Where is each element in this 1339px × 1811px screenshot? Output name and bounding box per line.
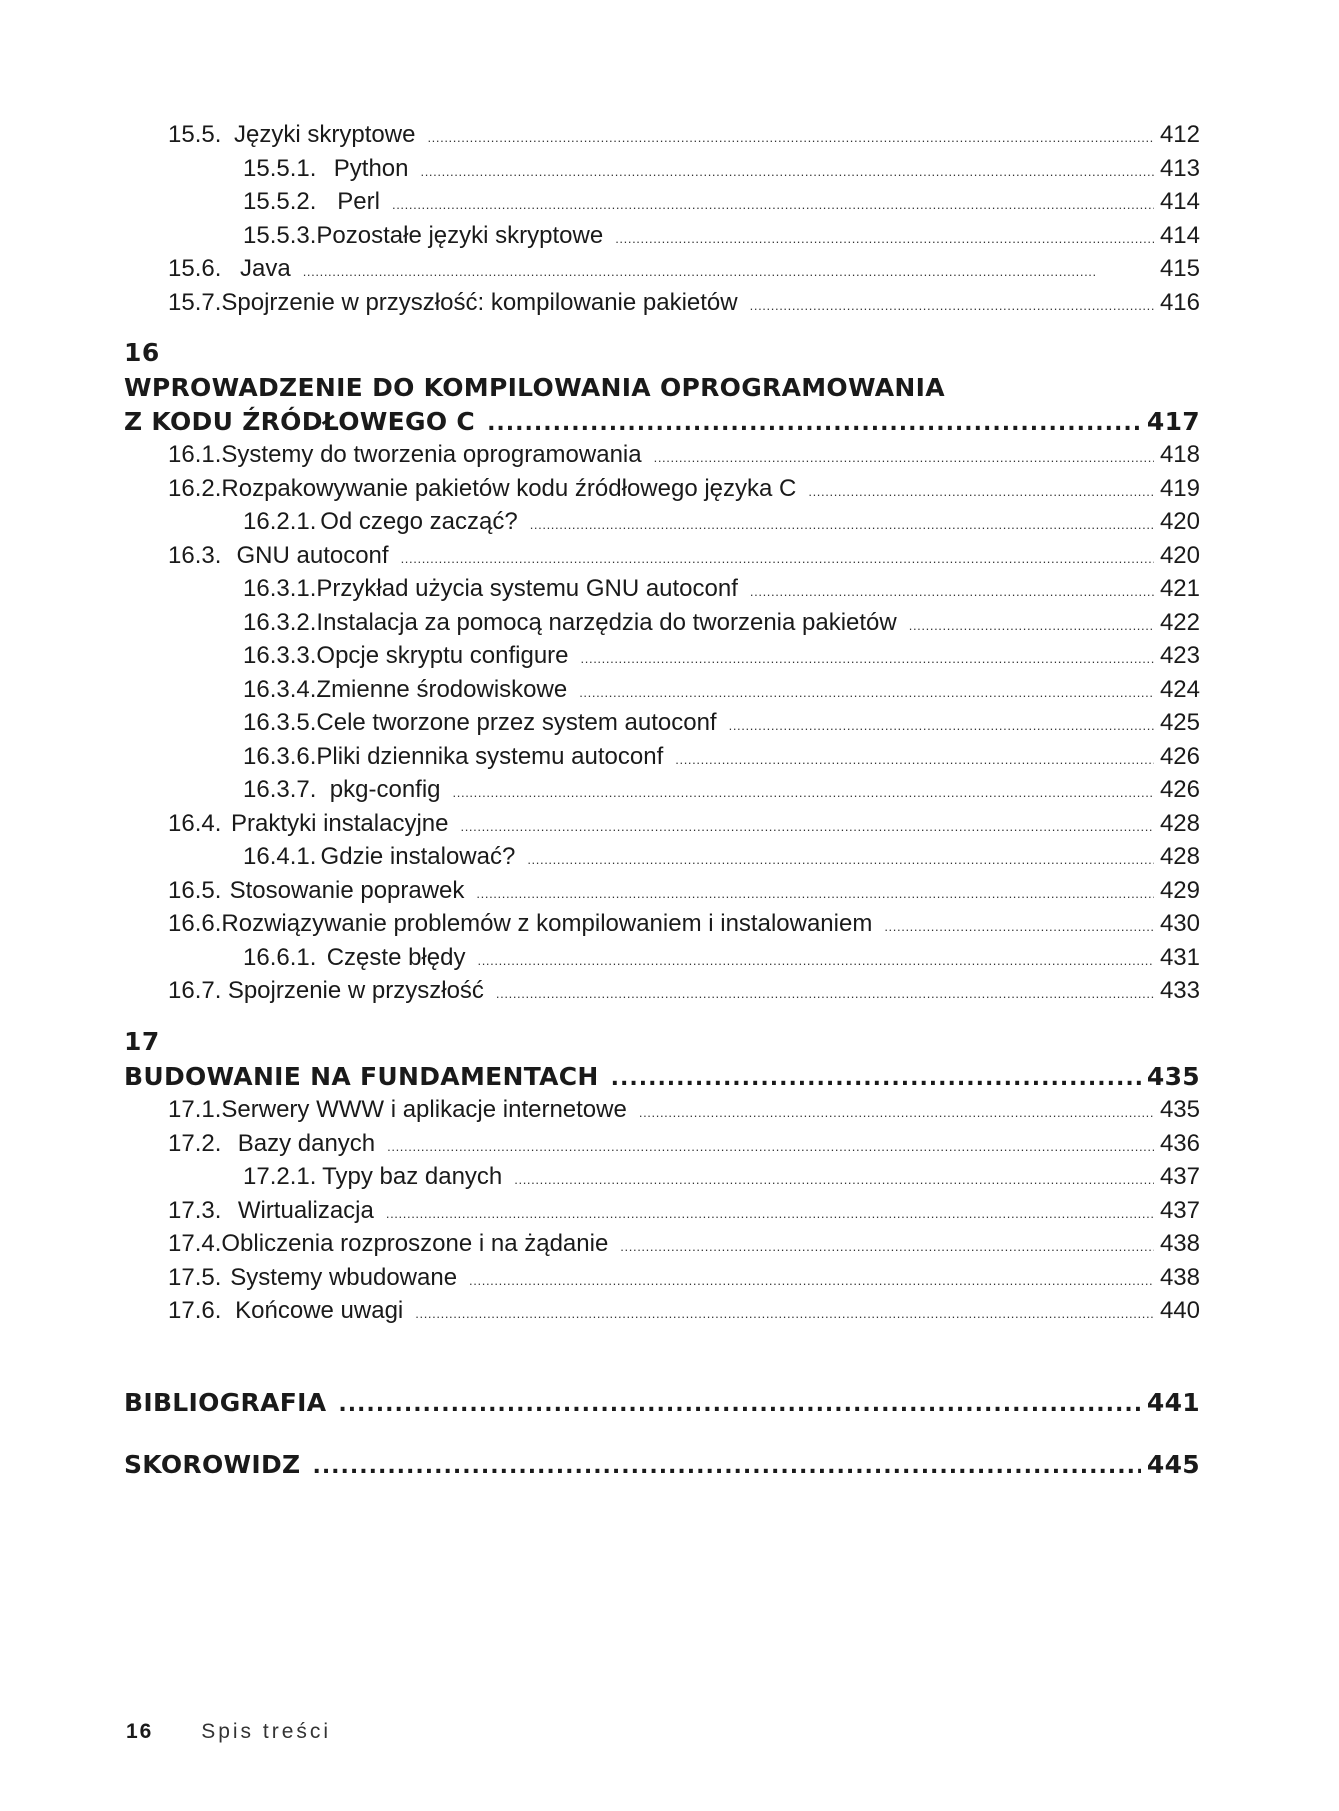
toc-entry-title: Spojrzenie w przyszłość: kompilowanie pakietów	[221, 288, 738, 316]
dot-leader	[420, 152, 1153, 189]
chapter-17-page: 435	[1146, 1061, 1200, 1091]
index-row[interactable]	[124, 1448, 1200, 1482]
chapter-17-number: 17	[124, 1026, 160, 1056]
toc-entry[interactable]	[124, 219, 1200, 253]
dot-leader	[469, 1261, 1154, 1298]
chapter-16-title-line2: Z KODU ŹRÓDŁOWEGO C	[124, 406, 476, 436]
dot-leader	[654, 438, 1154, 475]
toc-entry-title: Pliki dziennika systemu autoconf	[316, 742, 664, 770]
dot-leader	[620, 1227, 1154, 1264]
toc-entry-number: 16.1.	[168, 441, 222, 468]
toc-entry[interactable]	[124, 118, 1200, 152]
toc-entry-page: 428	[1159, 843, 1200, 870]
toc-entry-title: Bazy danych	[237, 1129, 376, 1157]
toc-entry[interactable]	[124, 438, 1200, 472]
toc-entry[interactable]	[124, 941, 1200, 975]
toc-entry-title: Stosowanie poprawek	[229, 876, 465, 904]
toc-entry[interactable]	[124, 505, 1200, 539]
index-title: SKOROWIDZ	[124, 1450, 301, 1479]
toc-entry-title: Perl	[337, 188, 380, 215]
dot-leader	[808, 472, 1154, 509]
toc-entry-number: 16.3.2.	[243, 608, 317, 636]
dot-leader	[415, 1294, 1154, 1331]
toc-entry-number: 17.6.	[168, 1297, 222, 1324]
toc-entry-number: 16.3.5.	[243, 709, 317, 736]
toc-entry-title: Spojrzenie w przyszłość	[227, 977, 484, 1004]
dot-leader	[639, 1093, 1154, 1130]
toc-entry[interactable]	[124, 286, 1200, 320]
dot-leader	[884, 907, 1154, 944]
toc-entry[interactable]	[124, 639, 1200, 673]
toc-entry-page: 440	[1159, 1297, 1200, 1324]
toc-entry[interactable]	[124, 840, 1200, 874]
toc-entries-chapter-15	[124, 118, 1200, 319]
toc-entry-page: 428	[1159, 809, 1200, 837]
toc-entry-title: Systemy do tworzenia oprogramowania	[221, 441, 642, 468]
dot-leader	[514, 1160, 1154, 1197]
toc-entry-title: Cele tworzone przez system autoconf	[316, 709, 717, 736]
toc-entry-page: 433	[1159, 977, 1200, 1004]
toc-entry[interactable]	[124, 907, 1200, 941]
toc-entry-page: 423	[1159, 642, 1200, 669]
footer-page-number: 16	[126, 1720, 154, 1743]
dot-leader	[496, 974, 1154, 1011]
toc-entry-title: Wirtualizacja	[237, 1196, 374, 1224]
dot-leader	[487, 405, 1141, 441]
toc-entry-page: 435	[1159, 1096, 1200, 1123]
toc-entry-title: Rozpakowywanie pakietów kodu źródłowego języka C	[221, 474, 797, 502]
toc-entry[interactable]	[124, 539, 1200, 573]
toc-entry-number: 16.2.	[168, 474, 222, 502]
toc-entry-title: Gdzie instalować?	[320, 843, 516, 870]
dot-leader	[750, 286, 1154, 323]
toc-entry-title: pkg-config	[329, 776, 441, 803]
toc-entry[interactable]	[124, 807, 1200, 841]
toc-entry-page: 425	[1159, 709, 1200, 736]
toc-entry-page: 421	[1159, 575, 1200, 602]
dot-leader	[909, 606, 1154, 643]
toc-entry-number: 16.4.	[168, 809, 222, 837]
toc-entry-number: 16.6.	[168, 910, 222, 937]
toc-entry[interactable]	[124, 706, 1200, 740]
bibliography-row[interactable]	[124, 1386, 1200, 1420]
toc-entry-title: Pozostałe języki skryptowe	[316, 221, 604, 249]
toc-entry-title: Python	[333, 154, 409, 182]
toc-entry-page: 426	[1159, 776, 1200, 803]
dot-leader	[729, 706, 1154, 743]
toc-entry-page: 437	[1159, 1163, 1200, 1190]
toc-entry-title: Języki skryptowe	[234, 121, 416, 148]
toc-entry-page: 418	[1159, 441, 1200, 468]
toc-entry[interactable]	[124, 974, 1200, 1008]
toc-entry-number: 16.3.7.	[243, 776, 317, 803]
dot-leader	[460, 807, 1153, 844]
toc-entry-title: Przykład użycia systemu GNU autoconf	[316, 575, 738, 602]
spacer	[124, 1419, 1200, 1448]
spacer	[124, 1328, 1200, 1386]
toc-entry-page: 436	[1159, 1129, 1200, 1157]
toc-entry-number: 15.5.2.	[243, 188, 317, 215]
toc-entry-page: 437	[1159, 1196, 1200, 1224]
toc-entry-title: Systemy wbudowane	[230, 1263, 458, 1291]
toc-entry-number: 16.5.	[168, 876, 222, 904]
chapter-16-number: 16	[124, 338, 160, 367]
toc-entry-number: 16.7.	[168, 977, 222, 1004]
toc-entry-page: 430	[1159, 910, 1200, 937]
toc-entry-page: 413	[1159, 154, 1200, 182]
bibliography-page: 441	[1146, 1387, 1200, 1417]
toc-entry-number: 17.3.	[168, 1196, 222, 1224]
toc-entry-title: Opcje skryptu configure	[316, 642, 569, 669]
toc-entry-number: 15.5.3.	[243, 221, 317, 249]
toc-entries-chapter-17	[124, 1093, 1200, 1328]
toc-entry-page: 420	[1159, 541, 1200, 569]
toc-entry-number: 15.5.1.	[243, 154, 317, 182]
bibliography-title: BIBLIOGRAFIA	[124, 1387, 327, 1417]
dot-leader	[387, 1127, 1154, 1164]
toc-entry-number: 17.2.1.	[243, 1163, 317, 1190]
toc-entry[interactable]	[124, 152, 1200, 186]
dot-leader	[579, 673, 1154, 710]
toc-entry-number: 17.4.	[168, 1230, 222, 1257]
index-page: 445	[1146, 1450, 1200, 1479]
toc-entry-title: Zmienne środowiskowe	[316, 675, 568, 703]
toc-entry-number: 16.4.1.	[243, 843, 317, 870]
footer-section-title: Spis treści	[201, 1720, 332, 1743]
toc-entry-number: 15.5.	[168, 121, 222, 148]
toc-entry-page: 416	[1159, 288, 1200, 316]
toc-entry[interactable]	[124, 1093, 1200, 1127]
toc-entry-page: 414	[1159, 188, 1200, 215]
toc-entry[interactable]	[124, 572, 1200, 606]
toc-entry[interactable]	[124, 1160, 1200, 1194]
toc-entry-page: 415	[1159, 255, 1200, 282]
toc-entry-title: Instalacja za pomocą narzędzia do tworzenia pakietów	[316, 608, 897, 636]
toc-entry[interactable]	[124, 1127, 1200, 1161]
toc-entry[interactable]	[124, 472, 1200, 506]
toc-entry-title: Częste błędy	[326, 943, 466, 971]
toc-entry[interactable]	[124, 606, 1200, 640]
toc-entry-title: Praktyki instalacyjne	[231, 809, 449, 837]
toc-entry[interactable]	[124, 185, 1200, 219]
toc-entry-title: Typy baz danych	[322, 1163, 503, 1190]
toc-entry-page: 438	[1159, 1230, 1200, 1257]
toc-entry[interactable]	[124, 740, 1200, 774]
toc-entry-page: 419	[1159, 474, 1200, 502]
chapter-16-title-line1[interactable]: WPROWADZENIE DO KOMPILOWANIA OPROGRAMOWANIA	[124, 373, 945, 402]
toc-entry[interactable]	[124, 1194, 1200, 1228]
dot-leader	[392, 185, 1154, 222]
dot-leader	[530, 505, 1154, 542]
dot-leader	[615, 219, 1154, 256]
dot-leader	[427, 118, 1154, 155]
dot-leader	[312, 1448, 1140, 1484]
dot-leader	[527, 840, 1154, 877]
toc-entry-number: 16.2.1.	[243, 508, 317, 535]
dot-leader	[453, 773, 1154, 810]
toc-entry-page: 431	[1159, 943, 1200, 971]
toc-entry-title: Końcowe uwagi	[235, 1297, 404, 1324]
dot-leader	[401, 539, 1154, 576]
toc-entry-title: Rozwiązywanie problemów z kompilowaniem i instalowaniem	[221, 910, 873, 937]
toc-entry[interactable]	[124, 773, 1200, 807]
toc-entry-title: Java	[240, 255, 291, 282]
toc-entry-number: 16.3.4.	[243, 675, 317, 703]
dot-leader	[476, 874, 1154, 911]
toc-entry-number: 16.3.3.	[243, 642, 317, 669]
toc-entry-title: GNU autoconf	[236, 541, 389, 569]
toc-entry[interactable]	[124, 673, 1200, 707]
toc-entry-number: 17.5.	[168, 1263, 222, 1291]
toc-entry-page: 426	[1159, 742, 1200, 770]
toc-entry-page: 412	[1159, 121, 1200, 148]
toc-entry[interactable]	[124, 1261, 1200, 1295]
toc-entry-title: Od czego zacząć?	[320, 508, 518, 535]
dot-leader	[338, 1386, 1141, 1422]
toc-entry-number: 16.6.1.	[243, 943, 317, 971]
toc-entry-page: 420	[1159, 508, 1200, 535]
toc-entry[interactable]	[124, 252, 1200, 286]
table-of-contents	[124, 118, 1200, 1482]
toc-entry-page: 438	[1159, 1263, 1200, 1291]
toc-entry[interactable]	[124, 1227, 1200, 1261]
toc-entry-number: 15.7.	[168, 288, 222, 316]
dot-leader	[750, 572, 1154, 609]
toc-entries-chapter-16	[124, 438, 1200, 1008]
toc-entry-page: 429	[1159, 876, 1200, 904]
toc-entry-number: 17.1.	[168, 1096, 222, 1123]
toc-entry-number: 16.3.1.	[243, 575, 317, 602]
chapter-16-page: 417	[1146, 406, 1200, 436]
toc-entry[interactable]	[124, 874, 1200, 908]
toc-entry-number: 16.3.6.	[243, 742, 317, 770]
chapter-16-title-row[interactable]	[124, 405, 1200, 439]
toc-entry-page: 414	[1159, 221, 1200, 249]
toc-entry-page: 422	[1159, 608, 1200, 636]
dot-leader	[581, 639, 1154, 676]
toc-entry[interactable]	[124, 1294, 1200, 1328]
dot-leader	[477, 941, 1153, 978]
dot-leader	[675, 740, 1154, 777]
toc-entry-number: 16.3.	[168, 541, 222, 569]
dot-leader	[303, 252, 1154, 289]
dot-leader	[611, 1060, 1141, 1096]
toc-entry-title: Obliczenia rozproszone i na żądanie	[221, 1230, 609, 1257]
chapter-17-title: BUDOWANIE NA FUNDAMENTACH	[124, 1061, 599, 1091]
toc-entry-number: 17.2.	[168, 1129, 222, 1157]
toc-entry-title: Serwery WWW i aplikacje internetowe	[221, 1096, 627, 1123]
page-footer	[126, 1720, 331, 1744]
dot-leader	[386, 1194, 1154, 1231]
toc-entry-page: 424	[1159, 675, 1200, 703]
toc-entry-number: 15.6.	[168, 255, 222, 282]
chapter-17-title-row[interactable]	[124, 1060, 1200, 1094]
